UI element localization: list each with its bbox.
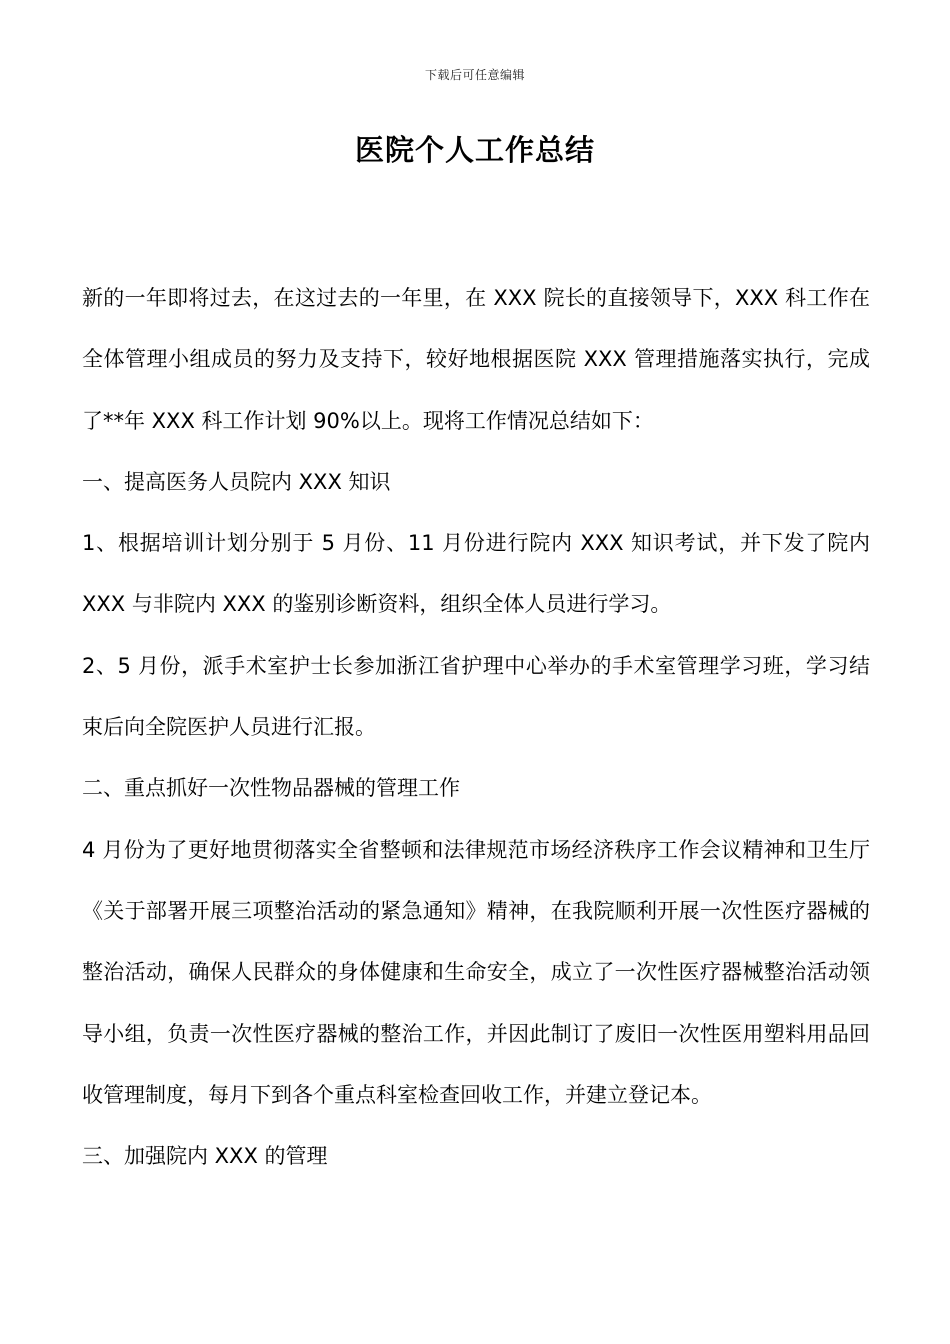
- section-heading-2: 二、重点抓好一次性物品器械的管理工作: [82, 776, 460, 801]
- document-body: [82, 268, 870, 1187]
- paragraph-section-2: 4 月份为了更好地贯彻落实全省整顿和法律规范市场经济秩序工作会议精神和卫生厅《关于部署开展三项整治活动的紧急通知》精神，在我院顺利开展一次性医疗器械的整治活动，确保人民群众的身体健康和生命安全，成立了一次性医疗器械整治活动领导小组，负责一次性医疗器械的整治工作，并因此制订了废旧一次性医用塑料用品回收管理制度，每月下到各个重点科室检查回收工作，并建立登记本。: [82, 837, 870, 1107]
- section-heading-1: 一、提高医务人员院内 XXX 知识: [82, 469, 391, 494]
- header-note: 下载后可任意编辑: [424, 68, 525, 82]
- paragraph-intro: 新的一年即将过去，在这过去的一年里，在 XXX 院长的直接领导下，XXX 科工作在全体管理小组成员的努力及支持下，较好地根据医院 XXX 管理措施落实执行，完成了**年 XXX 科工作计划 90%以上。现将工作情况总结如下：: [82, 286, 870, 433]
- section-heading-3: 三、加强院内 XXX 的管理: [82, 1144, 328, 1169]
- document-title: 医院个人工作总结: [354, 133, 595, 167]
- paragraph-item-2: 2、5 月份，派手术室护士长参加浙江省护理中心举办的手术室管理学习班，学习结束后向全院医护人员进行汇报。: [82, 653, 870, 740]
- paragraph-item-1: 1、根据培训计划分别于 5 月份、11 月份进行院内 XXX 知识考试，并下发了院内 XXX 与非院内 XXX 的鉴别诊断资料，组织全体人员进行学习。: [82, 531, 870, 617]
